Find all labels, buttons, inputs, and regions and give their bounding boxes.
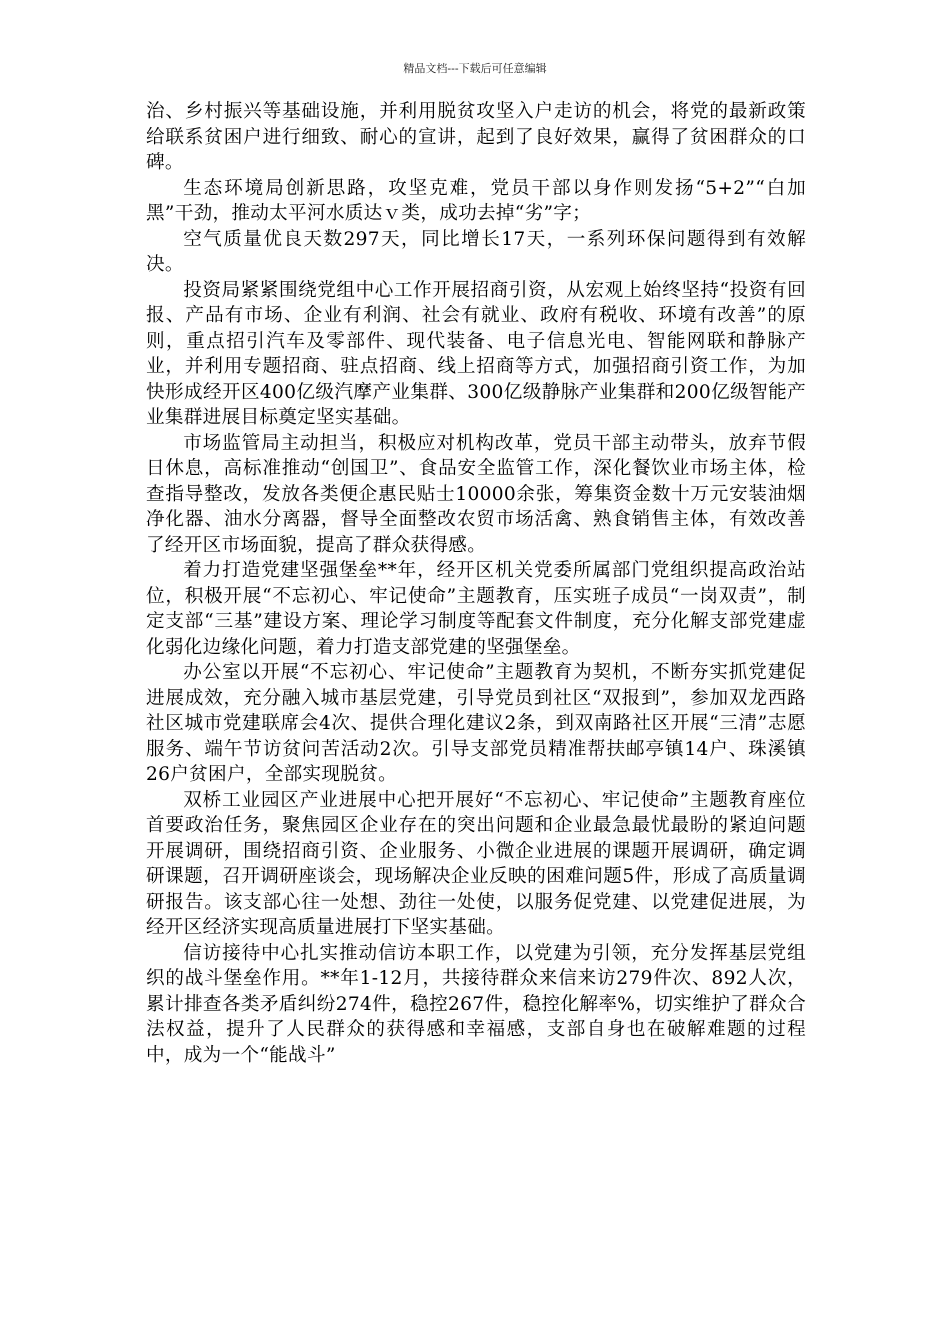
document-body xyxy=(146,99,806,1068)
paragraph-1: 治、乡村振兴等基础设施，并利用脱贫攻坚入户走访的机会，将党的最新政策给联系贫困户进行细致、耐心的宣讲，起到了良好效果，赢得了贫困群众的口碑。 xyxy=(146,101,806,173)
paragraph-6: 着力打造党建坚强堡垒**年，经开区机关党委所属部门党组织提高政治站位，积极开展“不忘初心、牢记使命”主题教育，压实班子成员“一岗双责”，制定支部“三基”建设方案、理论学习制度等配套文件制度，充分化解支部党建虚化弱化边缘化问题，着力打造支部党建的坚强堡垒。 xyxy=(146,560,806,658)
paragraph-3: 空气质量优良天数297天，同比增长17天，一系列环保问题得到有效解决。 xyxy=(146,228,806,275)
paragraph-7: 办公室以开展“不忘初心、牢记使命”主题教育为契机，不断夯实抓党建促进展成效，充分融入城市基层党建，引导党员到社区“双报到”，参加双龙西路社区城市党建联席会4次、提供合理化建议2条，到双南路社区开展“三清”志愿服务、端午节访贫问苦活动2次。引导支部党员精准帮扶邮亭镇14户、珠溪镇26户贫困户，全部实现脱贫。 xyxy=(146,662,806,785)
paragraph-4: 投资局紧紧围绕党组中心工作开展招商引资，从宏观上始终坚持“投资有回报、产品有市场、企业有利润、社会有就业、政府有税收、环境有改善”的原则，重点招引汽车及零部件、现代装备、电子信息光电、智能网联和静脉产业，并利用专题招商、驻点招商、线上招商等方式，加强招商引资工作，为加快形成经开区400亿级汽摩产业集群、300亿级静脉产业集群和200亿级智能产业集群进展目标奠定坚实基础。 xyxy=(146,279,806,428)
page-header: 精品文档---下载后可任意编辑 xyxy=(403,62,547,75)
paragraph-8: 双桥工业园区产业进展中心把开展好“不忘初心、牢记使命”主题教育座位首要政治任务，聚焦园区企业存在的突出问题和企业最急最忧最盼的紧迫问题开展调研，围绕招商引资、企业服务、小微企业进展的课题开展调研，确定调研课题，召开调研座谈会，现场解决企业反映的困难问题5件，形成了高质量调研报告。该支部心往一处想、劲往一处使，以服务促党建、以党建促进展，为经开区经济实现高质量进展打下坚实基础。 xyxy=(146,789,806,938)
paragraph-9: 信访接待中心扎实推动信访本职工作，以党建为引领，充分发挥基层党组织的战斗堡垒作用。**年1-12月，共接待群众来信来访279件次、892人次，累计排查各类矛盾纠纷274件，稳控267件，稳控化解率%，切实维护了群众合法权益，提升了人民群众的获得感和幸福感，支部自身也在破解难题的过程中，成为一个“能战斗” xyxy=(146,942,806,1066)
paragraph-5: 市场监管局主动担当，积极应对机构改革，党员干部主动带头，放弃节假日休息，高标准推动“创国卫”、食品安全监管工作，深化餐饮业市场主体，检查指导整改，发放各类便企惠民贴士10000余张，筹集资金数十万元安装油烟净化器、油水分离器，督导全面整改农贸市场活禽、熟食销售主体，有效改善了经开区市场面貌，提高了群众获得感。 xyxy=(146,432,806,556)
paragraph-2: 生态环境局创新思路，攻坚克难，党员干部以身作则发扬“5+2”“白加黑”干劲，推动太平河水质达ｖ类，成功去掉“劣”字； xyxy=(146,177,806,224)
